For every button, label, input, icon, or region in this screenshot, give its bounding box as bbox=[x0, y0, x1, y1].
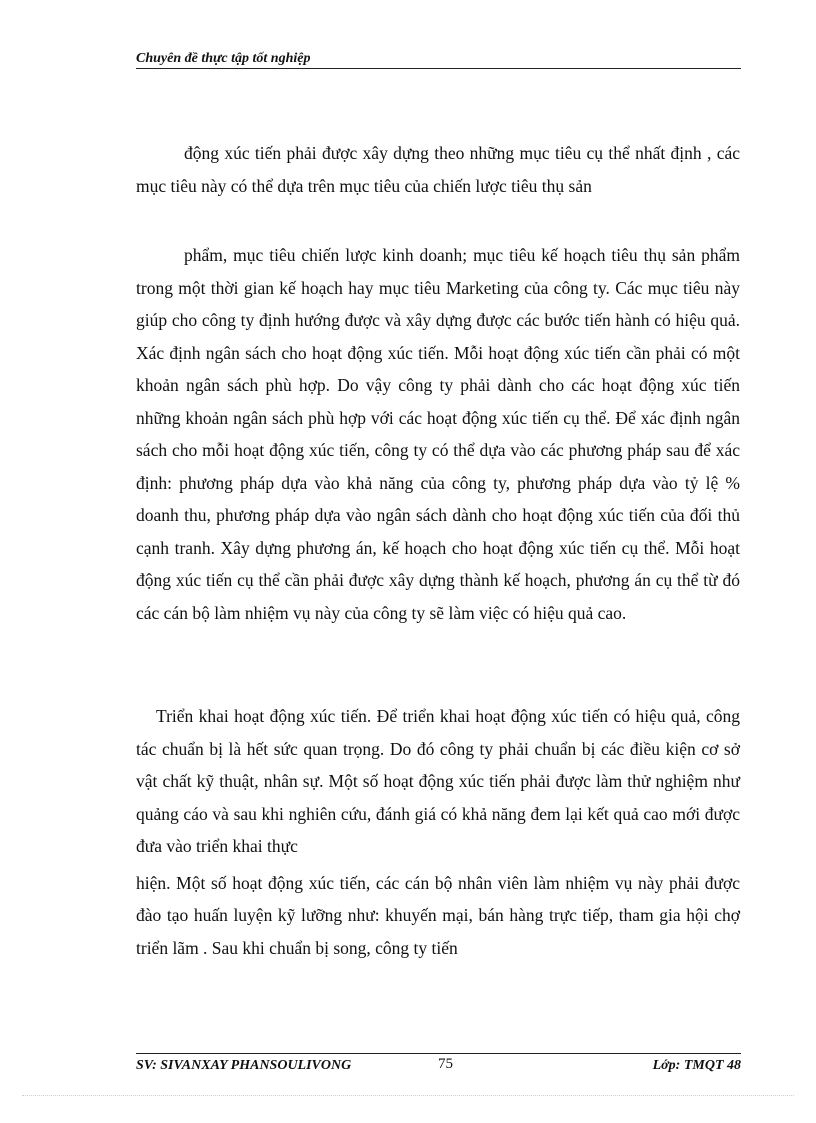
footer-student-name: SV: SIVANXAY PHANSOULIVONG bbox=[136, 1058, 352, 1073]
paragraph-3 bbox=[136, 700, 740, 964]
page-footer bbox=[136, 1053, 741, 1078]
paragraph-3-part-2: hiện. Một số hoạt động xúc tiến, các cán bộ nhân viên làm nhiệm vụ này phải được đào tạo huấn luyện kỹ lưỡng như: khuyến mại, bán hàng trực tiếp, tham gia hội chợ triển lãm . Sau khi chuẩn bị song, công ty tiến bbox=[136, 872, 740, 958]
page-header bbox=[136, 50, 741, 69]
page-edge-divider bbox=[22, 1095, 794, 1096]
paragraph-3-part-1: Triển khai hoạt động xúc tiến. Để triển khai hoạt động xúc tiến có hiệu quả, công tác chuẩn bị là hết sức quan trọng. Do đó công ty phải chuẩn bị các điều kiện cơ sở vật chất kỹ thuật, nhân sự. Một số hoạt động xúc tiến phải được làm thử nghiệm như quảng cáo và sau khi nghiên cứu, đánh giá có khả năng đem lại kết quả cao mới được đưa vào triển khai thực bbox=[136, 706, 740, 856]
paragraph-2: phẩm, mục tiêu chiến lược kinh doanh; mục tiêu kế hoạch tiêu thụ sản phẩm trong một thời gian kế hoạch hay mục tiêu Marketing của công ty. Các mục tiêu này giúp cho công ty định hướng được và xây dựng được các bước tiến hành có hiệu quả. Xác định ngân sách cho hoạt động xúc tiến. Mỗi hoạt động xúc tiến cần phải có một khoản ngân sách phù hợp. Do vậy công ty phải dành cho các hoạt động xúc tiến những khoản ngân sách phù hợp với các hoạt động xúc tiến cụ thể. Để xác định ngân sách cho mỗi hoạt động xúc tiến, công ty có thể dựa vào các phương pháp sau để xác định: phương pháp dựa vào khả năng của công ty, phương pháp dựa vào tỷ lệ % doanh thu, phương pháp dựa vào ngân sách dành cho hoạt động xúc tiến của đối thủ cạnh tranh. Xây dựng phương án, kế hoạch cho hoạt động xúc tiến cụ thể. Mỗi hoạt động xúc tiến cụ thể cần phải được xây dựng thành kế hoạch, phương án cụ thể từ đó các cán bộ làm nhiệm vụ này của công ty sẽ làm việc có hiệu quả cao. bbox=[136, 245, 740, 623]
footer-page-number: 75 bbox=[438, 1056, 453, 1072]
header-title: Chuyên đề thực tập tốt nghiệp bbox=[136, 51, 311, 66]
paragraph-1: động xúc tiến phải được xây dựng theo những mục tiêu cụ thể nhất định , các mục tiêu này có thể dựa trên mục tiêu của chiến lược tiêu thụ sản bbox=[136, 143, 740, 196]
footer-class: Lớp: TMQT 48 bbox=[652, 1058, 741, 1073]
line-gap bbox=[136, 863, 740, 867]
